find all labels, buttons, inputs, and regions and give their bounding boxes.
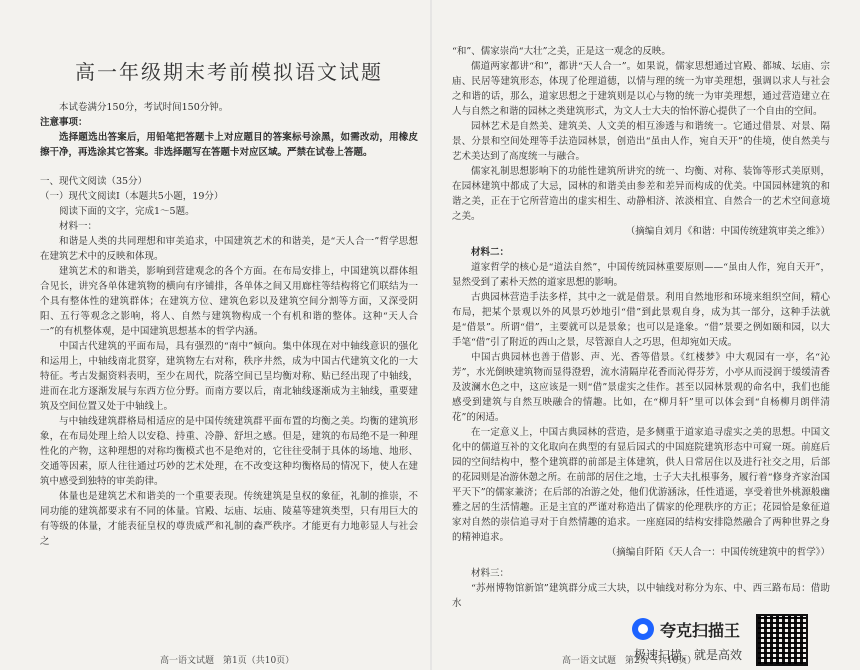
left-body <box>40 100 418 549</box>
page-right <box>452 0 830 670</box>
subsection-heading: （一）现代文阅读Ⅰ（本题共5小题，19分） <box>40 191 224 202</box>
paragraph: 儒家礼制思想影响下的功能性建筑所讲究的统一、均衡、对称、装饰等形式美原则，在园林建筑中都成了大忌，园林的和谐美由参差和差异而构成的优美。中国园林建筑的和谐之美，正在于它所营造出的虚实相生、动静相济、浓淡相宜、自然合一的艺术空间意境之美。 <box>452 166 830 222</box>
paragraph: 建筑艺术的和谐美，影响到营建观念的各个方面。在布局安排上，中国建筑以群体组合见长，讲究各单体建筑物的横向有序铺排，各单体之间又用廊柱等结构将它们联结为一个具有整体性的建筑群体；在建筑方位、建筑色彩以及建筑空间分割等方面，又深受阴阳、五行等观念之影响，将人、自然与建筑物构成一个有机和谐的整体。这种“天人合一”的有机整体观，是中国建筑思想基本的哲学内涵。 <box>40 266 418 337</box>
scanner-watermark <box>632 614 852 664</box>
paragraph: 在一定意义上，中国古典园林的营造，是多侧重于道家追寻虚实之美的思想。中国文化中的儒道互补的文化取向在典型的有显后园式的中国庭院建筑形态中可窥一斑。前庭后园的空间结构中，整个建筑群的前部是主体建筑，供人日常居住以及进行社交之用，后部的花园则是冶游休憩之所。在前部的居住之地，士子大夫扎根事务，履行着“修身齐家治国平天下”的儒家兼济；在后部的冶游之处，他们优游涵泳，任性逍遥，享受着世外桃源般幽雅之居的生活情趣。正是主宜的严谨对称造出了儒家的伦理秩序的方正；花园恰是象征道家对自然的崇信追寻对于自然情趣的追求。一座庭园的结构安排隐然融合了两种世界之身的精神追求。 <box>452 427 830 543</box>
notice-heading: 注意事项： <box>40 117 88 128</box>
right-body <box>452 44 830 611</box>
page-fold <box>430 0 432 670</box>
paragraph: 和谐是人类的共同理想和审美追求，中国建筑艺术的和谐美，是“天人合一”哲学思想在建筑艺术中的反映和体现。 <box>40 236 418 262</box>
page-footer-left: 高一语文试题 第1页（共10页） <box>160 656 295 666</box>
paragraph: 园林艺术是自然美、建筑美、人文美的相互渗透与和谐统一。它通过借景、对景、隔景、分景和空间处理等手法造园林景，创造出“虽由人作，宛自天开”的佳境，使自然美与艺术美达到了高度统一与融合。 <box>452 121 830 162</box>
paragraph: 与中轴线建筑群格局相适应的是中国传统建筑群平面布置的均衡之美。均衡的建筑形象，在布局处理上给人以安稳、持重、冷静、舒坦之感。但是，建筑的布局绝不是一种理性化的产物，这种理想的对称均衡模式也不是绝对的，它往往受制于具体的场地、地形、交通等因素，原人往往通过巧妙的艺术处理，在不改变这种均衡格局的情况下，使人在建筑中感受到独特的审美韵律。 <box>40 416 418 487</box>
exam-info: 本试卷满分150分，考试时间150分钟。 <box>59 102 229 113</box>
notice-text: 选择题选出答案后，用铅笔把答题卡上对应题目的答案标号涂黑，如需改动，用橡皮擦干净，再选涂其它答案。非选择题写在答题卡对应区域。严禁在试卷上答题。 <box>40 132 418 158</box>
paragraph: “苏州博物馆新馆”建筑群分成三大块，以中轴线对称分为东、中、西三路布局：借助水 <box>452 583 830 609</box>
paragraph: “和”、儒家崇尚“大壮”之美，正是这一观念的反映。 <box>452 46 671 57</box>
qr-code-icon <box>756 614 808 666</box>
paragraph: 儒道两家都讲“和”，都讲“天人合一”。如果说，儒家思想通过官殿、都城、坛庙、宗庙、民居等建筑形态，体现了伦理道德，以情与理的统一为审美理想，强调以求人与社会之和谐的话，那么，道家思想之于建筑则是以心与物的统一为审美理想，通过营造建立在人与自然之和谐的园林之类建筑形式，为文人士大夫的怡怀游心提供了一个自由的空间。 <box>452 61 830 117</box>
paragraph: 体量也是建筑艺术和谐美的一个重要表现。传统建筑是皇权的象征，礼制的推崇，不同功能的建筑都要求有不同的体量。官殿、坛庙、坛庙、陵墓等建筑类型，只有用巨大的有等级的体量，才能表征皇权的尊贵威严和礼制的森严秩序。才能更有力地彰显人与社会之 <box>40 491 418 547</box>
source-citation: （摘编自刘月《和谐：中国传统建筑审美之维》） <box>625 226 830 237</box>
material-label: 材料三： <box>471 568 510 579</box>
paragraph: 道家哲学的核心是“道法自然”，中国传统园林重要原则——“虽由人作，宛自天开”，显然受到了素朴天然的道家思想的影响。 <box>452 262 830 288</box>
page-left <box>40 0 418 670</box>
watermark-brand: 夸克扫描王 <box>660 621 741 640</box>
instruction: 阅读下面的文字，完成1～5题。 <box>59 206 195 217</box>
source-citation: （摘编自阡陌《天人合一：中国传统建筑中的哲学》） <box>606 547 830 558</box>
section-heading: 一、现代文阅读（35分） <box>40 176 148 187</box>
paragraph: 中国古代建筑的平面布局，具有强烈的“南中”倾向。集中体现在对中轴线意识的强化和运用上，中轴线南北贯穿，建筑物左右对称，秩序井然，成为中国古代建筑文化的一大特征。考古发掘资料表明，至少在周代，院落空间已呈均衡对称、贴已经出现了中轴线，进而在北方逐渐发展与东西方位分野。而南方要以后，南北轴线逐渐成为主轴线，重要建筑及空间位置又处于中轴线上。 <box>40 341 418 412</box>
material-label: 材料一： <box>59 221 98 232</box>
paragraph: 古典园林营造手法多样，其中之一就是借景。利用自然地形和环境来组织空间，精心布局，把某个景观以外的风景巧妙地引“借”到此景观自身，成为其一部分，这种手法就是“借景”。所谓“借”，主要就可以是景象；也可以是逢象。“借”景要之例如颐和园，以大手笔“借”引了附近的西山之景，尽管源自人之巧思，但却宛如天成。 <box>452 292 830 348</box>
quark-logo-icon <box>632 618 654 640</box>
paragraph: 中国古典园林也善于借影、声、光、香等借景。《红楼梦》中大观园有一亭，名“沁芳”，水光倒映建筑物而显得澄碧，流水清隔岸花香而沁得芬芳，小亭从而浸润于缓缓清香及波澜水色之中，这应该是一则“借”景虚实之佳作。甚至以园林景观的命名中，我们也能感受到建筑与自然互映融合的情趣。比如，在“柳月轩”里可以体会到“自杨柳月朗伴清花”的闲适。 <box>452 352 830 423</box>
watermark-slogan: 极速扫描，就是高效 <box>634 648 743 662</box>
exam-title: 高一年级期末考前模拟语文试题 <box>75 60 383 84</box>
material-label: 材料二： <box>471 247 510 258</box>
page-footer-right: 高一语文试题 第2页（共10页） <box>562 656 697 666</box>
